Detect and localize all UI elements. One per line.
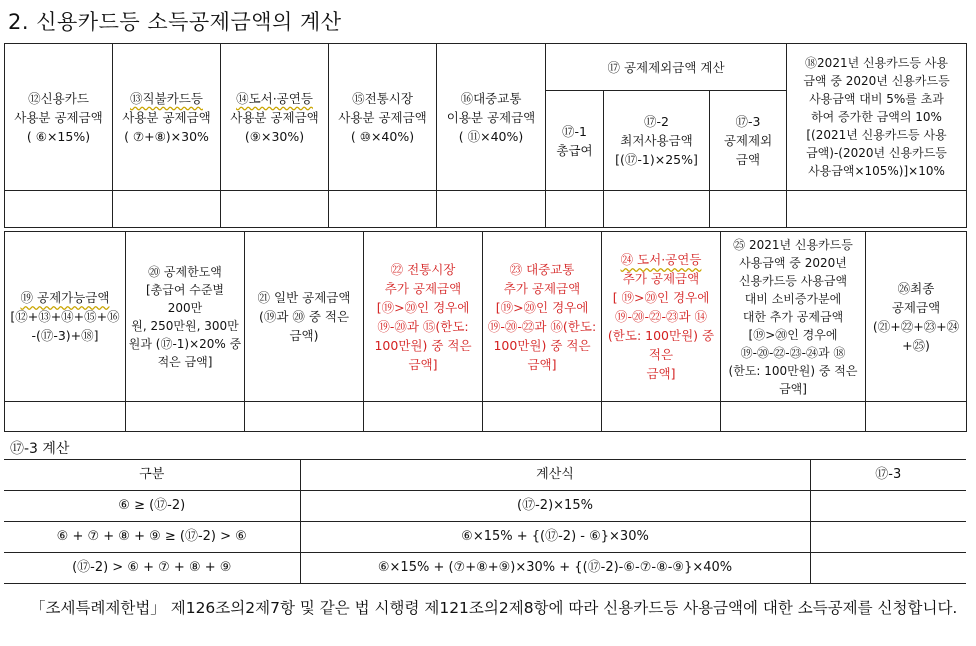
calc-subtitle: ⑰-3 계산 [10,441,70,457]
deduction-limit-input[interactable] [126,402,245,432]
final-deduction-header: ㉖최종 공제금액 (㉑+㉒+㉓+㉔ +㉕) [866,232,967,402]
calc-formula: ⑥×15% + (⑦+⑧+⑨)×30% + {(⑰-2)-⑥-⑦-⑧-⑨}×40% [300,553,810,584]
excluded-amount-input[interactable] [710,191,787,228]
traditional-market-deduction-header: ⑮전통시장 사용분 공제금액 ( ⑩×40%) [329,44,437,191]
consumption-extra-input[interactable] [721,402,866,432]
excluded-amount-subheader: ⑰-3 공제제외 금액 [710,91,787,191]
debit-card-deduction-input[interactable] [113,191,221,228]
section-title: 2. 신용카드등 소득공제금액의 계산 [8,10,342,34]
consumption-increase-header: ⑱2021년 신용카드등 사용 금액 중 2020년 신용카드등 사용금액 대비 5%를 초과 하여 증가한 금액의 10% [(2021년 신용카드등 사용 금액)-(2020년 신용카드등 사용금액×105%)]×10% [787,44,967,191]
deduction-table-bottom [4,231,967,432]
calc-formula: (⑰-2)×15% [300,491,810,522]
credit-card-deduction-input[interactable] [5,191,113,228]
general-deduction-input[interactable] [245,402,364,432]
deduction-limit-header: ⑳ 공제한도액 [총급여 수준별 200만 원, 250만원, 300만 원과 (⑰-1)×20% 중 적은 금액] [126,232,245,402]
public-transit-deduction-header: ⑯대중교통 이용분 공제금액 ( ⑪×40%) [437,44,546,191]
calc-condition: ⑥ ≥ (⑰-2) [4,491,300,522]
books-extra-deduction-header: ㉔ 도서·공연등 추가 공제금액 [ ⑲>⑳인 경우에 ⑲-⑳-㉒-㉓과 ⑭ (한도: 100만원) 중 적은 금액] [602,232,721,402]
minimum-usage-header: ⑰-2 최저사용금액 [(⑰-1)×25%] [604,91,710,191]
debit-card-deduction-header: ⑬직불카드등 사용분 공제금액 ( ⑦+⑧)×30% [113,44,221,191]
calc-header-result: ⑰-3 [810,460,966,491]
calc-condition: ⑥ + ⑦ + ⑧ + ⑨ ≥ (⑰-2) > ⑥ [4,522,300,553]
deduction-table-top [4,43,967,228]
calc-header-formula: 계산식 [300,460,810,491]
deductible-amount-input[interactable] [5,402,126,432]
credit-card-deduction-header: ⑫신용카드 사용분 공제금액 ( ⑥×15%) [5,44,113,191]
legal-statement: 「조세특례제한법」 제126조의2제7항 및 같은 법 시행령 제121조의2제8항에 따라 신용카드등 사용금액에 대한 소득공제를 신청합니다. [30,599,958,617]
transit-extra-input[interactable] [483,402,602,432]
deductible-amount-header: ⑲ 공제가능금액 [⑫+⑬+⑭+⑮+⑯ -(⑰-3)+⑱] [5,232,126,402]
transit-deduction-input[interactable] [437,191,546,228]
books-deduction-input[interactable] [221,191,329,228]
minimum-usage-input[interactable] [604,191,710,228]
transit-extra-deduction-header: ㉓ 대중교통 추가 공제금액 [⑲>⑳인 경우에 ⑲-⑳-㉒과 ⑯(한도: 100만원) 중 적은 금액] [483,232,602,402]
final-deduction-input[interactable] [866,402,967,432]
consumption-extra-deduction-header: ㉕ 2021년 신용카드등 사용금액 중 2020년 신용카드등 사용금액 대비 소비증가분에 대한 추가 공제금액 [⑲>⑳인 경우에 ⑲-⑳-㉒-㉓-㉔과 ⑱ (한도: 100만원) 중 적은 금액] [721,232,866,402]
books-performance-deduction-header: ⑭도서·공연등 사용분 공제금액 (⑨×30%) [221,44,329,191]
calc-result-input[interactable] [810,553,966,584]
total-salary-input[interactable] [546,191,604,228]
market-extra-input[interactable] [364,402,483,432]
calc-result-input[interactable] [810,522,966,553]
books-extra-input[interactable] [602,402,721,432]
market-deduction-input[interactable] [329,191,437,228]
market-extra-deduction-header: ㉒ 전통시장 추가 공제금액 [⑲>⑳인 경우에 ⑲-⑳과 ⑮(한도: 100만원) 중 적은 금액] [364,232,483,402]
calc-formula: ⑥×15% + {(⑰-2) - ⑥}×30% [300,522,810,553]
general-deduction-header: ㉑ 일반 공제금액 (⑲과 ⑳ 중 적은 금액) [245,232,364,402]
total-salary-header: ⑰-1 총급여 [546,91,604,191]
consumption-increase-input[interactable] [787,191,967,228]
excluded-amount-header: ⑰ 공제제외금액 계산 [546,44,787,91]
calc-condition: (⑰-2) > ⑥ + ⑦ + ⑧ + ⑨ [4,553,300,584]
calc-header-category: 구분 [4,460,300,491]
calc-result-input[interactable] [810,491,966,522]
excluded-amount-calc-table [4,459,966,584]
